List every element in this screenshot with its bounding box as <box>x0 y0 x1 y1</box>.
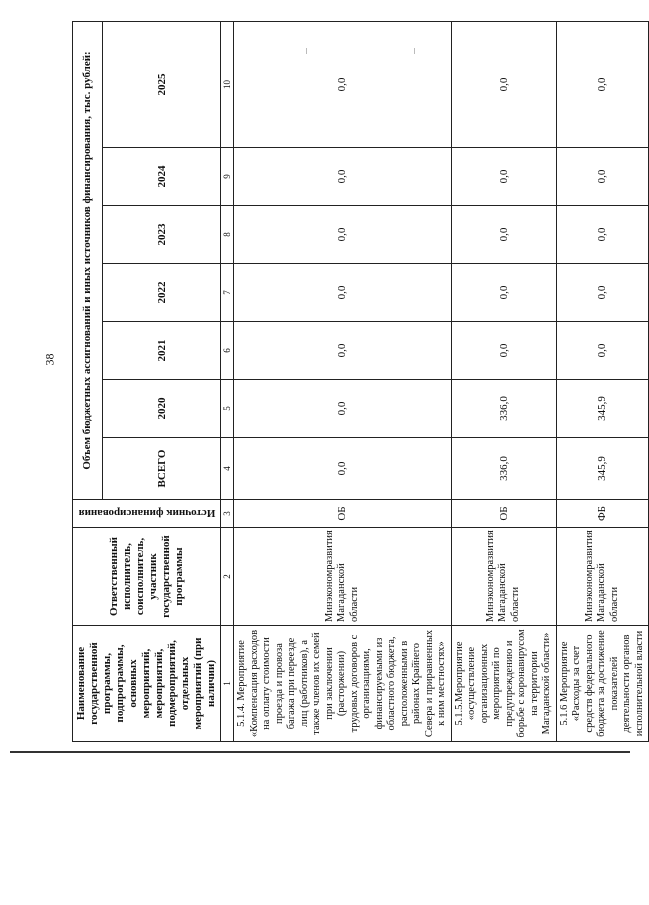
column-number: 9 <box>221 148 234 206</box>
row-source: ОБ <box>234 500 452 528</box>
year-header: 2023 <box>103 206 221 264</box>
row-value: 0,0 <box>234 322 452 380</box>
col-name-header: Наименование государственной программы, подпрограммы, основных мероприятий, мероприятий, подмероприятий, отдельных мероприятий (при наличии) <box>73 626 221 742</box>
row-value: 0,0 <box>451 148 556 206</box>
row-name: 5.1.5.Мероприятие «осуществление организационных мероприятий по предупреждению и борьбе с коронавирусом на территории Магаданской области» <box>451 626 556 742</box>
row-source: ФБ <box>556 500 649 528</box>
table-row <box>451 21 556 741</box>
year-header: 2021 <box>103 322 221 380</box>
row-value: 0,0 <box>556 21 649 147</box>
table-row <box>556 21 649 741</box>
row-value: 0,0 <box>451 21 556 147</box>
row-responsible: Минэкономразвития Магаданской области <box>234 528 452 626</box>
row-value: 0,0 <box>556 322 649 380</box>
row-source: ОБ <box>451 500 556 528</box>
row-responsible: Минэкономразвития Магаданской области <box>451 528 556 626</box>
row-value: 0,0 <box>234 148 452 206</box>
col-source-header: Источник финансирования <box>73 500 221 528</box>
table-row <box>234 21 452 741</box>
row-value: 0,0 <box>234 264 452 322</box>
row-name: 5.1.6 Мероприятие «Расходы за счет средств федерального бюджета за достижение показателей деятельности органов исполнительной власти <box>556 626 649 742</box>
page-number: 38 <box>42 353 57 366</box>
row-value: 336,0 <box>451 438 556 500</box>
row-value: 336,0 <box>451 380 556 438</box>
page-divider <box>10 751 630 753</box>
row-value: 345,9 <box>556 380 649 438</box>
column-number-row <box>221 21 234 741</box>
row-value: 0,0 <box>451 322 556 380</box>
financing-table <box>72 21 649 742</box>
row-value: 0,0 <box>451 264 556 322</box>
year-header: 2025 <box>103 21 221 147</box>
header-row-1 <box>73 21 103 741</box>
row-value: 345,9 <box>556 438 649 500</box>
column-number: 2 <box>221 528 234 626</box>
row-value: 0,0 <box>234 21 452 147</box>
row-value: 0,0 <box>556 264 649 322</box>
column-number: 3 <box>221 500 234 528</box>
year-header: 2022 <box>103 264 221 322</box>
column-number: 4 <box>221 438 234 500</box>
rotated-page-content <box>72 22 645 742</box>
row-value: 0,0 <box>556 148 649 206</box>
row-value: 0,0 <box>234 380 452 438</box>
column-number: 10 <box>221 21 234 147</box>
row-name: 5.1.4. Мероприятие «Компенсация расходов на оплату стоимости проезда и провоза багажа при переезде лиц (работников), а также членов их семей при заключении (расторжении) трудовых договоров с организациями, финансируемыми из областного бюджета, расположенными в районах Крайнего Севера и приравненных к ним местностях» <box>234 626 452 742</box>
col-total-header: ВСЕГО <box>103 438 221 500</box>
column-number: 5 <box>221 380 234 438</box>
column-number: 6 <box>221 322 234 380</box>
year-header: 2020 <box>103 380 221 438</box>
year-header: 2024 <box>103 148 221 206</box>
column-number: 8 <box>221 206 234 264</box>
row-value: 0,0 <box>234 438 452 500</box>
row-responsible: Минэкономразвития Магаданской области <box>556 528 649 626</box>
column-number: 7 <box>221 264 234 322</box>
col-volume-header: Объем бюджетных ассигнований и иных источников финансирования, тыс. рублей: <box>73 21 103 499</box>
column-number: 1 <box>221 626 234 742</box>
row-value: 0,0 <box>556 206 649 264</box>
col-responsible-header: Ответственный исполнитель, соисполнитель, участник государственной программы <box>73 528 221 626</box>
row-value: 0,0 <box>451 206 556 264</box>
row-value: 0,0 <box>234 206 452 264</box>
